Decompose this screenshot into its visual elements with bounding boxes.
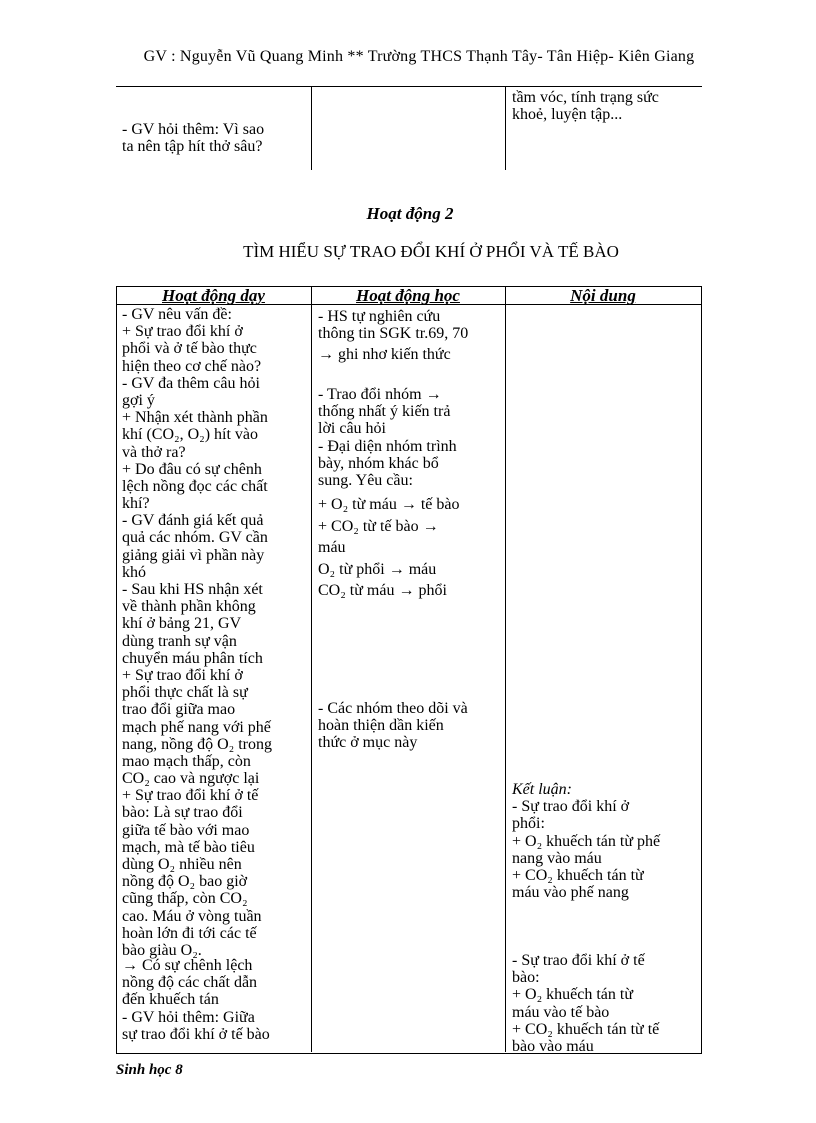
text-line: nang vào máu — [512, 849, 602, 867]
text-line: → Có sự chênh lệch — [122, 957, 253, 974]
text-line: khó — [122, 563, 146, 581]
section-title: TÌM HIỂU SỰ TRAO ĐỔI KHÍ Ở PHỔI VÀ TẾ BÀO — [243, 242, 619, 261]
text-line: bào vào máu — [512, 1037, 594, 1055]
divider — [311, 86, 312, 170]
text-line: nồng độ các chất dẫn — [122, 974, 258, 992]
column-header-learn: Hoạt động học — [356, 286, 460, 304]
learn-line: → ghi nhơ kiến thức — [318, 346, 451, 363]
text-line: thống nhất ý kiến trả — [318, 403, 451, 421]
page-footer: Sinh học 8 — [116, 1062, 183, 1078]
learn-cell — [318, 700, 468, 752]
text-line: - GV nêu vấn đề: — [122, 306, 232, 323]
learn-cell — [318, 386, 457, 489]
text-line: cao. Máu ở vòng tuần — [122, 907, 262, 925]
text-line: phổi và ở tế bào thực — [122, 340, 257, 358]
text-line: - Sự trao đổi khí ở — [512, 798, 630, 816]
divider — [311, 286, 312, 1052]
text-line: + O₂ khuếch tán từ — [512, 986, 634, 1004]
text-line: + O₂ từ máu → tế bào — [318, 496, 460, 513]
text-line: + Do đâu có sự chênh — [122, 460, 262, 478]
text-line: khí ở bảng 21, GV — [122, 615, 242, 633]
text-line: mạch, mà tế bào tiêu — [122, 838, 255, 856]
text-line: - Trao đổi nhóm → — [318, 386, 442, 403]
text-line: gợi ý — [122, 391, 155, 409]
text-line: ta nên tập hít thở sâu? — [122, 138, 263, 156]
divider — [505, 286, 506, 1052]
teach-cell — [122, 306, 272, 959]
text-line: - GV đánh giá kết quả — [122, 512, 264, 530]
divider — [505, 86, 506, 170]
text-line: + Sự trao đổi khí ở — [122, 666, 243, 684]
prev-content-cell — [512, 89, 659, 123]
text-line: - GV hỏi thêm: Giữa — [122, 1008, 255, 1026]
text-line: - GV đa thêm câu hỏi — [122, 374, 260, 392]
text-line: máu vào phế nang — [512, 884, 629, 902]
text-line: bào: — [512, 969, 540, 987]
text-line: tầm vóc, tính trạng sức — [512, 89, 659, 106]
text-line: Kết luận: — [512, 781, 572, 798]
text-line: về thành phần không — [122, 598, 256, 616]
text-line: khoẻ, luyện tập... — [512, 106, 623, 124]
text-line: nang, nồng độ O₂ trong — [122, 735, 273, 753]
text-line: phổi: — [512, 815, 545, 833]
learn-cell — [318, 308, 468, 342]
text-line: + Nhận xét thành phần — [122, 409, 268, 427]
text-line: và thở ra? — [122, 443, 186, 461]
divider — [116, 304, 702, 305]
text-line: bày, nhóm khác bổ — [318, 454, 439, 472]
text-line: hoàn lớn đi tới các tế — [122, 924, 257, 942]
text-line: dùng O₂ nhiều nên — [122, 856, 242, 873]
text-line: O₂ từ phổi → máu — [318, 560, 437, 578]
column-header-teach: Hoạt động dạy — [162, 286, 265, 304]
text-line: + CO₂ từ tế bào → — [318, 517, 439, 535]
text-line: chuyển máu phân tích — [122, 649, 263, 667]
text-line: giữa tế bào với mao — [122, 821, 250, 839]
text-line: lời câu hỏi — [318, 420, 386, 438]
text-line: + O₂ khuếch tán từ phế — [512, 832, 661, 850]
text-line: phổi thực chất là sự — [122, 684, 248, 702]
text-line: nồng độ O₂ bao giờ — [122, 873, 248, 891]
text-line: khí? — [122, 495, 150, 513]
text-line: + Sự trao đổi khí ở — [122, 323, 243, 341]
text-line: đến khuếch tán — [122, 991, 219, 1009]
text-line: + CO₂ khuếch tán từ — [512, 866, 644, 884]
text-line: - GV hỏi thêm: Vì sao — [122, 121, 265, 138]
prev-teach-cell — [122, 121, 264, 155]
activity-heading: Hoạt động 2 — [366, 204, 454, 223]
text-line: mạch phế nang với phế — [122, 718, 271, 736]
text-line: - Đại diện nhóm trình — [318, 437, 457, 455]
text-line: trao đổi giữa mao — [122, 701, 236, 719]
text-line: - Sự trao đổi khí ở tế — [512, 952, 645, 969]
text-line: mao mạch thấp, còn — [122, 752, 251, 770]
text-line: - Sau khi HS nhận xét — [122, 581, 263, 598]
text-line: bào giàu O₂. — [122, 941, 202, 959]
text-line: cũng thấp, còn CO₂ — [122, 890, 248, 908]
text-line: CO₂ từ máu → phổi — [318, 582, 447, 599]
page-header: GV : Nguyễn Vũ Quang Minh ** Trường THCS Thạnh Tây- Tân Hiệp- Kiên Giang — [143, 48, 695, 65]
text-line: máu vào tế bào — [512, 1003, 610, 1021]
text-line: thông tin SGK tr.69, 70 — [318, 325, 469, 343]
text-line: dùng tranh sự vận — [122, 632, 237, 650]
text-line: thức ở mục này — [318, 734, 418, 752]
text-line: khí (CO₂, O₂) hít vào — [122, 426, 259, 444]
text-line: lệch nồng đọc các chất — [122, 477, 268, 495]
text-line: sung. Yêu cầu: — [318, 471, 413, 489]
divider — [116, 86, 702, 87]
text-line: + Sự trao đổi khí ở tế — [122, 787, 259, 805]
content-cell — [512, 952, 659, 1055]
content-cell — [512, 781, 660, 901]
text-line: hoàn thiện dần kiến — [318, 717, 444, 735]
text-line: CO₂ cao và ngược lại — [122, 770, 260, 788]
text-line: máu — [318, 539, 346, 556]
learn-cell — [318, 494, 459, 602]
text-line: sự trao đổi khí ở tế bào — [122, 1025, 270, 1043]
teach-cell-cont — [122, 957, 270, 1043]
column-header-content: Nội dung — [570, 286, 636, 304]
text-line: bào: Là sự trao đổi — [122, 804, 243, 822]
text-line: + CO₂ khuếch tán từ tế — [512, 1020, 660, 1038]
text-line: quả các nhóm. GV cần — [122, 529, 268, 547]
text-line: giảng giải vì phần này — [122, 546, 265, 564]
text-line: hiện theo cơ chế nào? — [122, 357, 262, 375]
text-line: - Các nhóm theo dõi và — [318, 700, 468, 717]
text-line: - HS tự nghiên cứu — [318, 308, 441, 325]
